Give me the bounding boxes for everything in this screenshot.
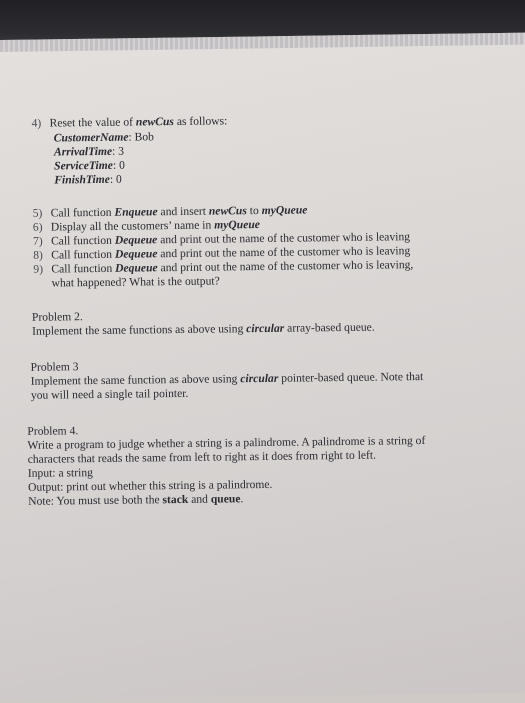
problem-3-text-line-2: you will need a single tail pointer. bbox=[30, 386, 189, 402]
problem-4-title: Problem 4. bbox=[27, 424, 79, 438]
step-9-line: 9) Call function Dequeue and print out the name of the customer who is leaving, bbox=[33, 258, 414, 276]
field-customer-name: CustomerName: Bob bbox=[53, 130, 155, 145]
step-4-line: 4) Reset the value of newCus as follows: bbox=[31, 114, 228, 130]
step-9-continuation: what happened? What is the output? bbox=[51, 274, 220, 290]
problem-4-text-line-1: Write a program to judge whether a string is a palindrome. A palindrome is a string of bbox=[27, 433, 426, 452]
problem-3-text-line-1: Implement the same function as above using circular pointer-based queue. Note that bbox=[30, 370, 424, 388]
step-8-line: 8) Call function Dequeue and print out the name of the customer who is leaving bbox=[33, 244, 411, 262]
problem-4-note: Note: You must use both the stack and queue. bbox=[28, 492, 244, 508]
field-service-time: ServiceTime: 0 bbox=[54, 158, 125, 173]
problem-2-text: Implement the same functions as above using circular array-based queue. bbox=[32, 320, 375, 338]
problem-2-title: Problem 2. bbox=[31, 310, 83, 324]
field-finish-time: FinishTime: 0 bbox=[54, 172, 122, 187]
step-6-line: 6) Display all the customers’ name in myQueue bbox=[32, 217, 260, 234]
problem-4-output: Output: print out whether this string is a palindrome. bbox=[27, 477, 273, 494]
step-7-line: 7) Call function Dequeue and print out the name of the customer who is leaving bbox=[32, 230, 411, 248]
problem-4-input: Input: a string bbox=[27, 466, 93, 480]
problem-3-title: Problem 3 bbox=[30, 360, 79, 374]
field-arrival-time: ArrivalTime: 3 bbox=[53, 144, 125, 159]
step-5-line: 5) Call function Enqueue and insert newCus to myQueue bbox=[32, 203, 308, 220]
step-number: 4) bbox=[31, 116, 42, 130]
problem-4-text-line-2: characters that reads the same from left to right as it does from right to left. bbox=[27, 448, 377, 466]
